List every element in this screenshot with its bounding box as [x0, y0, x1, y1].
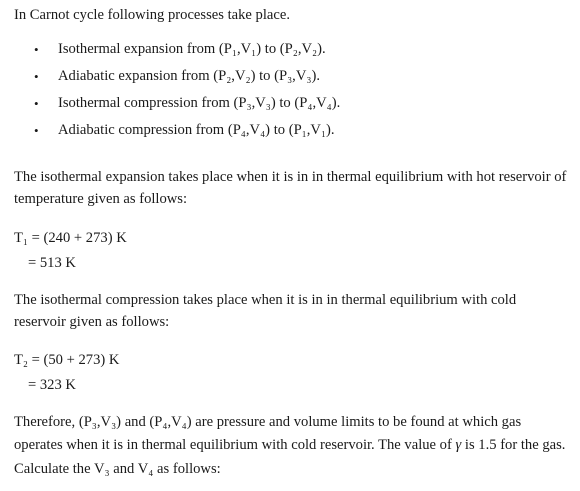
volume-v4: V₄: [137, 460, 154, 477]
gamma-symbol: γ: [455, 437, 462, 454]
state-from: (P₄,V₄): [227, 122, 271, 139]
state-to: (P₂,V₂): [279, 41, 322, 58]
conclusion-paragraph: [14, 411, 570, 481]
list-item-isothermal-compression: [14, 90, 570, 117]
state-from: (P₁,V₁): [218, 41, 262, 58]
state-to: (P₃,V₃): [274, 68, 317, 85]
conclusion-text: and: [113, 460, 135, 477]
state-p4v4: (P₄,V₄): [149, 413, 192, 430]
list-item-adiabatic-expansion: [14, 63, 570, 90]
equation-t1-line2: = 513 K: [28, 254, 76, 271]
to-word: to: [264, 41, 277, 58]
conclusion-text: as follows:: [157, 460, 221, 477]
process-label: Adiabatic compression from: [58, 122, 225, 139]
state-from: (P₃,V₃): [233, 95, 276, 112]
compression-paragraph: The isothermal compression takes place when it is in in thermal equilibrium with cold reservoir given as follows:: [14, 291, 517, 330]
list-item-isothermal-expansion: [14, 36, 570, 63]
solution-document: [14, 4, 570, 481]
conclusion-text: are pressure and volume limits to be found at which gas operates when it is in thermal equilibrium with cold reservoir. The value of: [14, 413, 522, 454]
bullet-icon: •: [34, 69, 39, 85]
equation-t2-line2: = 323 K: [28, 376, 76, 393]
period: .: [321, 41, 326, 58]
period: .: [330, 122, 335, 139]
state-to: (P₄,V₄): [294, 95, 337, 112]
process-label: Isothermal compression from: [58, 95, 230, 112]
equation-t1: [14, 225, 570, 275]
bullet-icon: •: [34, 123, 39, 139]
state-p3v3: (P₃,V₃): [78, 413, 122, 430]
to-word: to: [279, 95, 291, 112]
state-from: (P₂,V₂): [213, 68, 256, 85]
process-list: [14, 36, 570, 144]
volume-v3: V₃: [93, 460, 110, 477]
to-word: to: [259, 68, 271, 85]
bullet-icon: •: [34, 96, 39, 112]
process-label: Adiabatic expansion from: [58, 68, 210, 85]
list-item-adiabatic-compression: [14, 117, 570, 144]
equation-t2: [14, 347, 570, 397]
conclusion-text: Therefore,: [14, 413, 76, 430]
period: .: [316, 68, 320, 85]
intro-text: In Carnot cycle following processes take place.: [14, 7, 290, 23]
to-word: to: [273, 122, 286, 139]
equation-t2-line1: T₂ = (50 + 273) K: [14, 351, 120, 368]
period: .: [336, 95, 341, 112]
expansion-paragraph: The isothermal expansion takes place when it is in in thermal equilibrium with hot reservoir of temperature given as follows:: [14, 169, 567, 208]
conclusion-text: and: [124, 413, 146, 430]
equation-t1-line1: T₁ = (240 + 273) K: [14, 229, 127, 246]
state-to: (P₁,V₁): [288, 122, 331, 139]
process-label: Isothermal expansion from: [58, 41, 216, 58]
bullet-icon: •: [34, 42, 39, 58]
conclusion-text: is 1.5 for the gas. Calculate the: [14, 437, 566, 477]
